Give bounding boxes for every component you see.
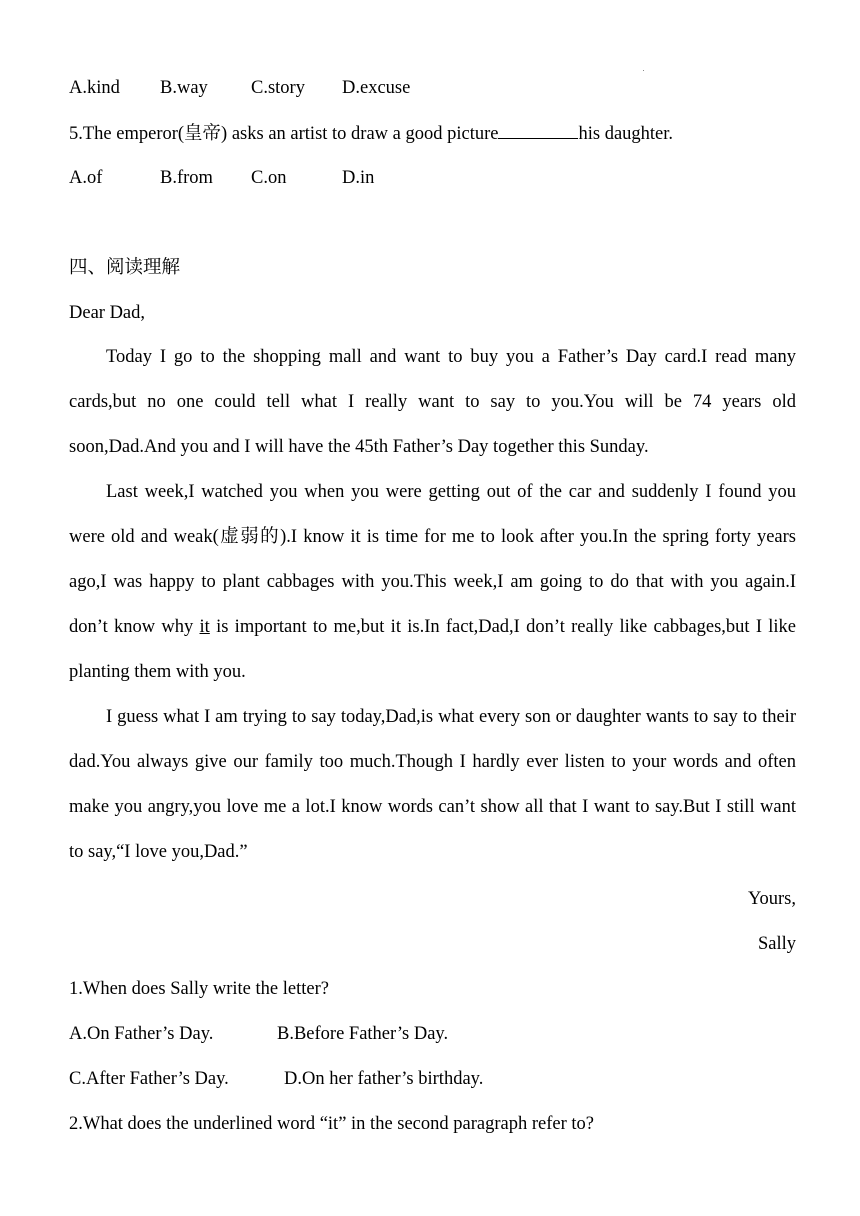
q4-option-b: B.way	[160, 78, 208, 98]
question-2-stem: 2.What does the underlined word “it” in the second paragraph refer to?	[69, 1114, 594, 1134]
letter-paragraph-3: I guess what I am trying to say today,Dad,is what every son or daughter wants to say to their dad.You always give our family too much.Though I hardly ever listen to your words and often make you angry,you love me a lot.I know words can’t show all that I want to say.But I still want to say,“I love you,Dad.”	[69, 707, 796, 862]
question-1-options-row-2	[69, 1067, 483, 1091]
p2-text-before: Last week,I watched you when you were getting out of the car and suddenly I found you were old and weak(虚弱的).I know it is time for me to look after you.In the spring forty years ago,I was happy to plant cabbages with you.This week,I am going to do that with you again.I don’t know why	[69, 482, 796, 637]
letter-greeting: Dear Dad,	[69, 303, 146, 323]
question-1-stem: 1.When does Sally write the letter?	[69, 979, 329, 999]
letter-signature: Sally	[757, 934, 796, 954]
q5-option-c: C.on	[251, 168, 287, 188]
underlined-word-it: it	[199, 617, 210, 637]
q1-option-b: B.Before Father’s Day.	[277, 1024, 449, 1044]
q4-option-a: A.kind	[69, 78, 120, 98]
q1-option-d: D.On her father’s birthday.	[284, 1069, 484, 1089]
q4-option-d: D.excuse	[342, 78, 411, 98]
q5-answer-blank[interactable]	[498, 121, 578, 139]
q1-option-c: C.After Father’s Day.	[69, 1069, 229, 1089]
q4-option-c: C.story	[251, 78, 305, 98]
q5-options	[69, 166, 374, 190]
p2-text-after: is important to me,but it is.In fact,Dad,I don’t really like cabbages,but I like planting them with you.	[69, 617, 797, 682]
letter-paragraph-2	[69, 470, 796, 695]
q5-stem-after: his daughter.	[578, 124, 674, 144]
stray-dot	[643, 70, 644, 71]
q5-option-a: A.of	[69, 168, 103, 188]
section-title: 四、阅读理解	[69, 258, 181, 278]
letter-body	[69, 335, 796, 875]
q4-options	[69, 76, 410, 100]
letter-paragraph-1: Today I go to the shopping mall and want to buy you a Father’s Day card.I read many cards,but no one could tell what I really want to say to you.You will be 74 years old soon,Dad.And you and I will have the 45th Father’s Day together this Sunday.	[69, 347, 796, 457]
q1-option-a: A.On Father’s Day.	[69, 1024, 214, 1044]
letter-closing: Yours,	[748, 889, 796, 909]
q5-stem	[69, 121, 673, 146]
q5-stem-before: 5.The emperor(皇帝) asks an artist to draw a good picture	[69, 124, 499, 144]
q5-option-d: D.in	[342, 168, 375, 188]
q5-option-b: B.from	[160, 168, 213, 188]
question-1-options-row-1	[69, 1022, 448, 1046]
